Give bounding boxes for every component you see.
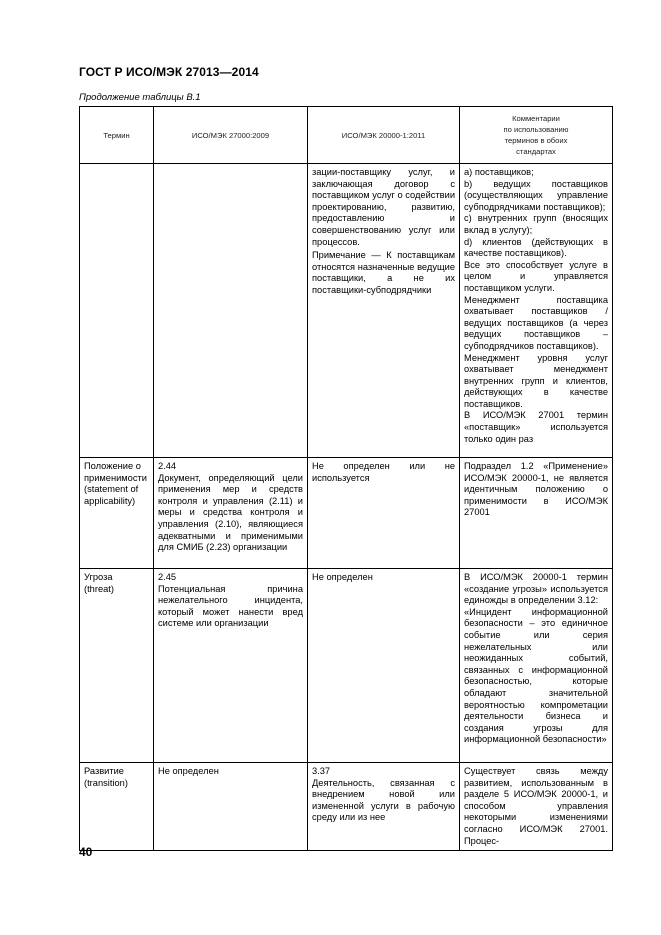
term-name: Развитие	[84, 766, 124, 776]
cell-comment	[460, 569, 613, 763]
cell-iso20000	[308, 569, 460, 763]
table-continuation-caption: Продолжение таблицы В.1	[79, 92, 201, 103]
clause-number: 2.45	[158, 572, 177, 582]
definition-text: Не определен или не используется	[312, 461, 455, 483]
column-header-term: Термин	[80, 107, 154, 164]
cell-comment	[460, 164, 613, 458]
definition-text: Потенциальная причина нежелательного инцидента, который может нанести вред системе или организации	[158, 583, 303, 629]
table-header-row	[80, 107, 613, 164]
cell-term	[80, 458, 154, 569]
comment-paragraph: с) внутренних групп (вносящих вклад в услугу);	[464, 213, 608, 235]
cell-iso27000	[154, 164, 308, 458]
definition-text: Деятельность, связанная с внедрением новой или измененной услуги в рабочую среду или из нее	[312, 777, 455, 823]
column-header-iso27000: ИСО/МЭК 27000:2009	[154, 107, 308, 164]
document-title: ГОСТ Р ИСО/МЭК 27013—2014	[79, 65, 259, 79]
definition-text: зации-поставщику услуг, и заключающая договор с поставщиком услуг о содействии проектированию, развитию, предоставлению и совершенствованию услуг или процессов.	[312, 167, 456, 247]
cell-iso27000	[154, 763, 308, 851]
cell-term	[80, 164, 154, 458]
column-header-comments-line: терминов в обоих	[504, 136, 568, 145]
comment-paragraph: d) клиентов (действующих в качестве поставщиков).	[464, 236, 608, 259]
comparison-table	[79, 106, 613, 851]
cell-iso20000	[308, 458, 460, 569]
comment-paragraph: «Инцидент информационной безопасности – это единичное событие или серия нежелательных или неожиданных событий, связанных с информационной безопасностью, которые обладают значительной вероятностью компрометации деятельности бизнеса и создания угрозы для информационной безопасности»	[464, 606, 608, 745]
page-number: 40	[79, 845, 93, 859]
term-english: (transition)	[84, 777, 128, 788]
definition-text: Не определен	[158, 766, 219, 776]
term-name: Положение о применимости	[84, 461, 147, 483]
note-text: Примечание — К поставщикам относятся назначенные ведущие поставщики, а не их поставщики-субподрядчики	[312, 250, 455, 295]
comment-paragraph: В ИСО/МЭК 27001 термин «поставщик» используется только один раз	[464, 410, 608, 444]
cell-iso27000	[154, 458, 308, 569]
column-header-iso20000: ИСО/МЭК 20000-1:2011	[308, 107, 460, 164]
comment-paragraph: В ИСО/МЭК 20000-1 термин «создание угрозы» используется единожды в определении 3.12:	[464, 572, 608, 606]
clause-number: 2.44	[158, 461, 177, 471]
term-name: Угроза	[84, 572, 113, 582]
column-header-comments-line: стандартах	[516, 147, 556, 156]
term-english: (statement of applicability)	[84, 484, 139, 506]
definition-text: Не определен	[312, 572, 373, 582]
cell-term	[80, 763, 154, 851]
cell-iso20000	[308, 763, 460, 851]
definition-text: Документ, определяющий цели применения мер и средств контроля и управления (2.11) и меры и средства контроля и управления (2.10), являющиеся адекватными и применимыми для СМИБ (2.23) организации	[158, 472, 303, 553]
cell-iso20000	[308, 164, 460, 458]
table-row	[80, 763, 613, 851]
comment-paragraph: Существует связь между развитием, использованным в разделе 5 ИСО/МЭК 20000-1, и способом управления некоторыми изменениями согласно ИСО/МЭК 27001. Процес-	[464, 766, 608, 846]
comment-paragraph: а) поставщиков;	[464, 167, 534, 177]
table-row	[80, 164, 613, 458]
cell-comment	[460, 763, 613, 851]
cell-iso27000	[154, 569, 308, 763]
clause-number: 3.37	[312, 766, 331, 776]
cell-comment	[460, 458, 613, 569]
column-header-comments-line: Комментарии	[512, 114, 560, 123]
table-row	[80, 569, 613, 763]
table-row	[80, 458, 613, 569]
comment-paragraph: Менеджмент уровня услуг охватывает менеджмент внутренних групп и клиентов, действующих в качестве поставщиков.	[464, 352, 608, 409]
comment-paragraph: Все это способствует услуге в целом и управляется поставщиком услуги.	[464, 259, 608, 293]
cell-term	[80, 569, 154, 763]
column-header-comments	[460, 107, 613, 164]
term-english: (threat)	[84, 583, 114, 594]
comment-paragraph: Менеджмент поставщика охватывает поставщиков / ведущих поставщиков (а через ведущих поставщиков – субподрядчиков поставщиков).	[464, 294, 608, 351]
comment-paragraph: Подраздел 1.2 «Применение» ИСО/МЭК 20000-1, не является идентичным положению о применимости в ИСО/МЭК 27001	[464, 461, 608, 518]
column-header-comments-line: по использованию	[503, 125, 569, 134]
comment-paragraph: b) ведущих поставщиков (осуществляющих управление субподрядчиками поставщиков);	[464, 178, 608, 212]
